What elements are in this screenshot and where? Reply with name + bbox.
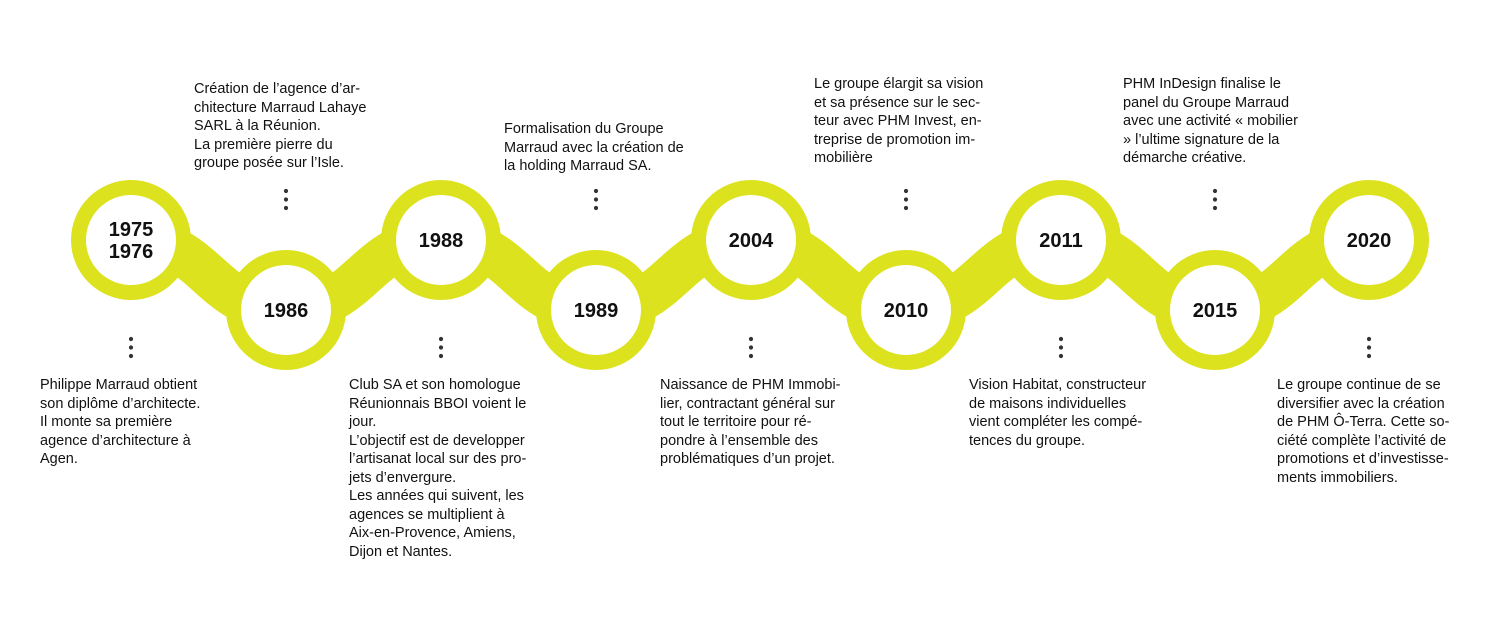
milestone-note-1975: Philippe Marraud obtient son diplôme d’architecte. Il monte sa première agence d’architecture à Agen. <box>40 377 201 467</box>
milestone-year-2011: 2011 <box>1039 230 1083 252</box>
milestone-note-1988: Club SA et son homologue Réunionnais BBOI voient le jour. L’objectif est de developper l’artisanat local sur des pro- jets d’envergure. Les années qui suivent, les agences se multiplient à Aix-en-Provence, Amiens, Dijon et Nantes. <box>349 377 527 560</box>
connector-dot-1989 <box>594 189 598 193</box>
connector-dot-1988 <box>439 337 443 341</box>
connector-dot-2020 <box>1367 345 1371 349</box>
connector-dot-2010 <box>904 197 908 201</box>
connector-dot-2015 <box>1213 197 1217 201</box>
milestone-note-2011: Vision Habitat, constructeur de maisons individuelles vient compléter les compé- tences du groupe. <box>969 377 1147 449</box>
milestone-year-2004: 2004 <box>728 230 774 252</box>
connector-dot-2004 <box>749 337 753 341</box>
connector-dot-2020 <box>1367 354 1371 358</box>
connector-dot-2011 <box>1059 354 1063 358</box>
connector-dot-1988 <box>439 345 443 349</box>
connector-dot-2010 <box>904 206 908 210</box>
milestone-year-1989: 1989 <box>573 300 619 322</box>
connector-dot-1975 <box>129 337 133 341</box>
milestone-note-2020: Le groupe continue de se diversifier avec la création de PHM Ô-Terra. Cette so- ciété complète l’activité de promotions et d’investisse- ments immobiliers. <box>1277 377 1450 486</box>
connector-dot-1986 <box>284 189 288 193</box>
milestone-note-2010: Le groupe élargit sa vision et sa présence sur le sec- teur avec PHM Invest, en- treprise de promotion im- mobilière <box>814 76 984 166</box>
connector-dot-1988 <box>439 354 443 358</box>
milestone-note-2015: PHM InDesign finalise le panel du Groupe Marraud avec une activité « mobilier » l’ultime signature de la démarche créative. <box>1123 76 1298 166</box>
milestone-year-1988: 1988 <box>418 230 464 252</box>
connector-dot-1989 <box>594 206 598 210</box>
connector-dot-2004 <box>749 354 753 358</box>
connector-dot-2010 <box>904 189 908 193</box>
milestone-year-2010: 2010 <box>883 300 929 322</box>
connector-dot-2015 <box>1213 206 1217 210</box>
connector-dot-2004 <box>749 345 753 349</box>
milestone-note-2004: Naissance de PHM Immobi- lier, contractant général sur tout le territoire pour ré- pondre à l’ensemble des problématiques d’un projet. <box>660 377 841 467</box>
connector-dot-2015 <box>1213 189 1217 193</box>
connector-dot-2011 <box>1059 337 1063 341</box>
connector-dot-2020 <box>1367 337 1371 341</box>
connector-dot-2011 <box>1059 345 1063 349</box>
connector-dot-1975 <box>129 354 133 358</box>
milestone-year-1986: 1986 <box>263 300 309 322</box>
milestone-year-2020: 2020 <box>1346 230 1392 252</box>
milestone-year-1975-line-1: 1975 <box>108 219 154 241</box>
connector-dot-1986 <box>284 197 288 201</box>
connector-dot-1989 <box>594 197 598 201</box>
milestone-note-1986: Création de l’agence d’ar- chitecture Marraud Lahaye SARL à la Réunion. La première pierre du groupe posée sur l’Isle. <box>194 81 367 171</box>
milestone-year-2015: 2015 <box>1192 300 1238 322</box>
connector-dot-1986 <box>284 206 288 210</box>
milestone-year-1975-line-2: 1976 <box>108 241 154 263</box>
connector-dot-1975 <box>129 345 133 349</box>
milestone-note-1989: Formalisation du Groupe Marraud avec la création de la holding Marraud SA. <box>504 121 684 174</box>
